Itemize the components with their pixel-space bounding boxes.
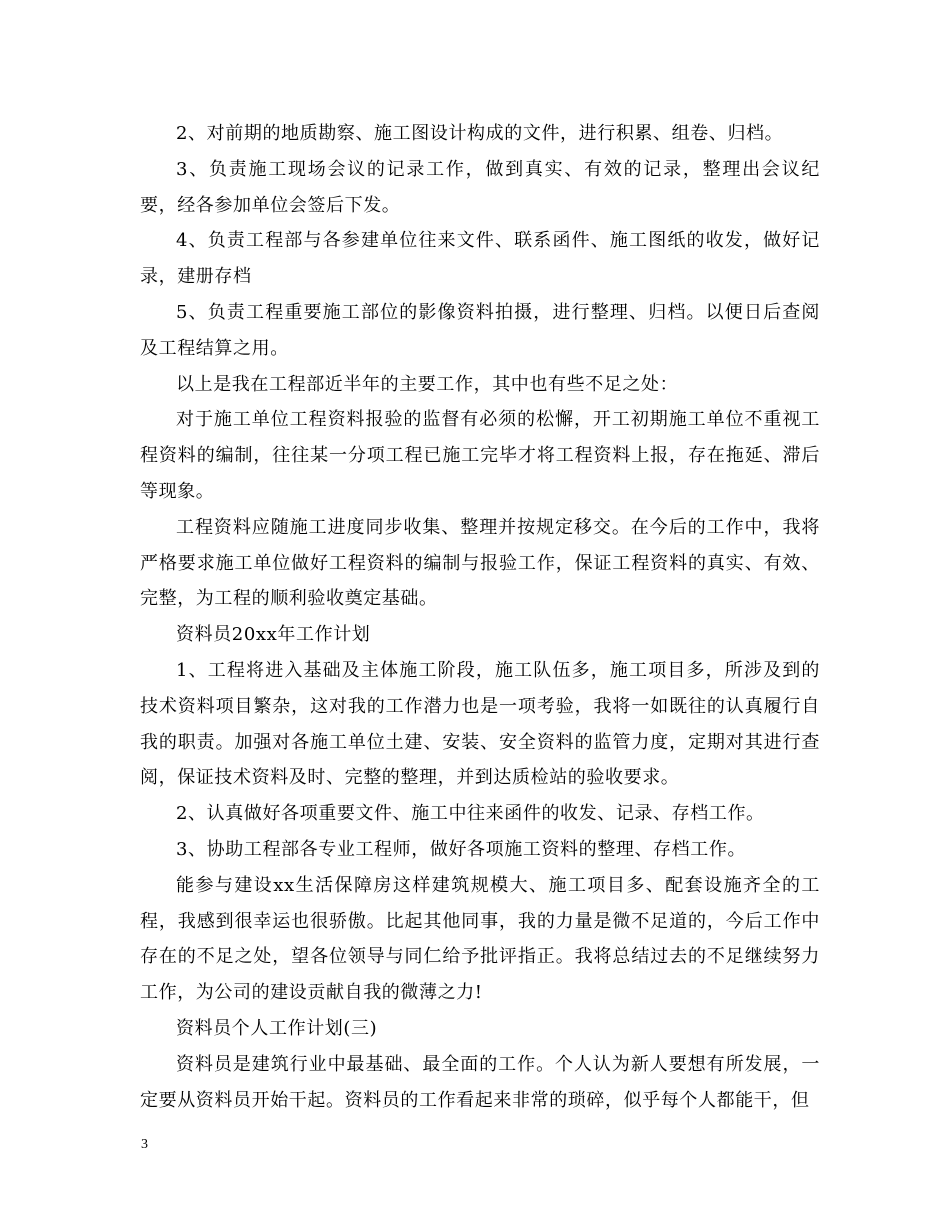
section-heading: 资料员个人工作计划(三) [176,1017,378,1039]
section-heading: 资料员20xx年工作计划 [176,624,371,646]
paragraph: 能参与建设xx生活保障房这样建筑规模大、施工项目多、配套设施齐全的工程，我感到很幸运也很骄傲。比起其他同事，我的力量是微不足道的，今后工作中存在的不足之处，望各位领导与同仁给予批评指正。我将总结过去的不足继续努力工作，为公司的建设贡献自我的微薄之力! [140,874,820,1004]
paragraph: 4、负责工程部与各参建单位往来文件、联系函件、施工图纸的收发，做好记录，建册存档 [140,230,820,288]
body-text [140,116,820,1118]
paragraph: 3、负责施工现场会议的记录工作，做到真实、有效的记录，整理出会议纪要，经各参加单位会签后下发。 [140,158,820,216]
paragraph: 工程资料应随施工进度同步收集、整理并按规定移交。在今后的工作中，我将严格要求施工单位做好工程资料的编制与报验工作，保证工程资料的真实、有效、完整，为工程的顺利验收奠定基础。 [140,516,820,610]
paragraph: 资料员是建筑行业中最基础、最全面的工作。个人认为新人要想有所发展，一定要从资料员开始干起。资料员的工作看起来非常的琐碎，似乎每个人都能干，但 [140,1053,820,1111]
paragraph: 3、协助工程部各专业工程师，做好各项施工资料的整理、存档工作。 [176,838,747,860]
page-number: 3 [141,1137,148,1152]
paragraph: 对于施工单位工程资料报验的监督有必须的松懈，开工初期施工单位不重视工程资料的编制，往往某一分项工程已施工完毕才将工程资料上报，存在拖延、滞后等现象。 [140,409,820,502]
paragraph: 5、负责工程重要施工部位的影像资料拍摄，进行整理、归档。以便日后查阅及工程结算之用。 [140,301,820,359]
paragraph: 以上是我在工程部近半年的主要工作，其中也有些不足之处： [176,373,679,395]
paragraph: 2、认真做好各项重要文件、施工中往来函件的收发、记录、存档工作。 [176,803,765,825]
paragraph: 2、对前期的地质勘察、施工图设计构成的文件，进行积累、组卷、归档。 [176,123,784,144]
paragraph: 1、工程将进入基础及主体施工阶段，施工队伍多，施工项目多，所涉及到的技术资料项目繁杂，这对我的工作潜力也是一项考验，我将一如既往的认真履行自我的职责。加强对各施工单位土建、安装、安全资料的监管力度，定期对其进行查阅，保证技术资料及时、完整的整理，并到达质检站的验收要求。 [140,659,820,789]
